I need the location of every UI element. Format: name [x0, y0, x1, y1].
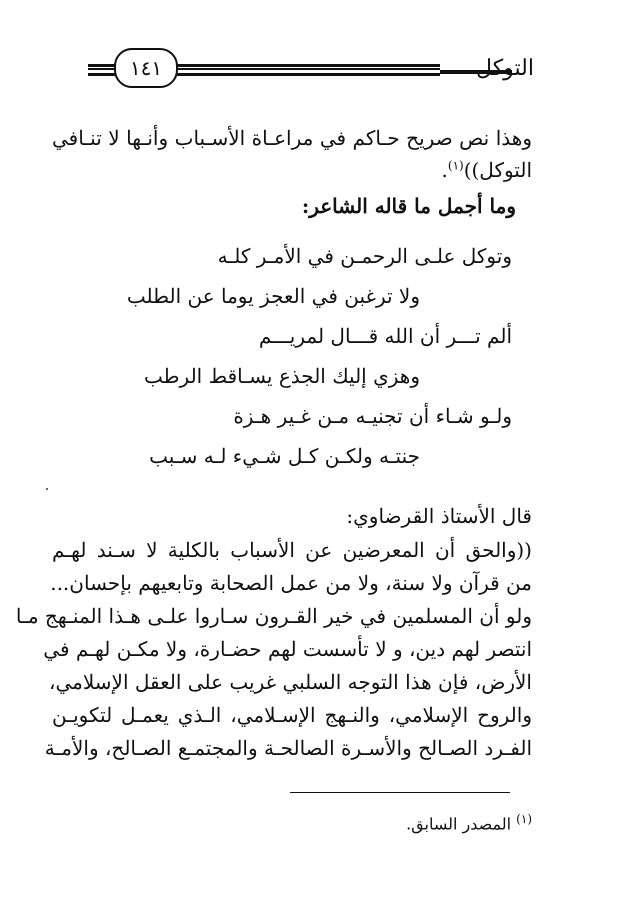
poem-line: ولـو شـاء أن تجنيـه مـن غـير هـزة	[233, 404, 512, 428]
poem-line: وتوكل علـى الرحمـن في الأمـر كلـه	[217, 244, 512, 268]
quote-line: الأرض، فإن هذا التوجه السلبي غريب على العقل الإسلامي،	[49, 670, 532, 694]
quote-line: والروح الإسلامي، والنـهج الإسـلامي، الـذي يعمـل لتكويـن	[52, 703, 532, 727]
quote-line: ولو أن المسلمين في خير القـرون سـاروا علـى هـذا المنـهج مـا	[15, 604, 532, 628]
poem-line: ألم تـــر أن الله قـــال لمريـــم	[258, 324, 512, 348]
quote-line: انتصر لهم دين، و لا تأسست لهم حضـارة، ولا مكـن لهـم في	[43, 637, 532, 661]
stray-dot	[46, 488, 48, 490]
page-header	[0, 46, 620, 106]
poem-line: جنتـه ولكـن كـل شـيء لـه سـبب	[149, 444, 420, 468]
paragraph-line-1: وهذا نص صريح حـاكم في مراعـاة الأسـباب وأنـها لا تنـافي	[52, 126, 532, 150]
footnote-text: المصدر السابق.	[406, 814, 512, 834]
paragraph-line-2-end: .	[441, 158, 448, 182]
footnote-separator	[290, 792, 510, 793]
running-title: التوكل	[476, 56, 534, 81]
footnote	[406, 812, 532, 833]
paragraph-line-2	[442, 158, 532, 182]
paragraph-line-2-text: التوكل))	[463, 158, 532, 182]
quote-line: ((والحق أن المعرضين عن الأسباب بالكلية لا سـند لهـم	[52, 538, 532, 562]
poem-line: ولا ترغبن في العجز يوما عن الطلب	[126, 284, 420, 308]
footnote-reference: (١)	[447, 158, 464, 173]
quote-intro: قال الأستاذ القرضاوي:	[346, 504, 532, 528]
poem-line: وهزي إليك الجذع يسـاقط الرطب	[143, 364, 420, 388]
section-heading: وما أجمل ما قاله الشاعر:	[301, 194, 516, 218]
footnote-marker: (١)	[516, 812, 532, 826]
quote-line: الفـرد الصـالح والأسـرة الصالحـة والمجتمـع الصـالح، والأمـة	[44, 736, 532, 760]
quote-line: من قرآن ولا سنة، ولا من عمل الصحابة وتابعيهم بإحسان...	[50, 571, 532, 595]
page-number: ١٤١	[114, 48, 178, 88]
